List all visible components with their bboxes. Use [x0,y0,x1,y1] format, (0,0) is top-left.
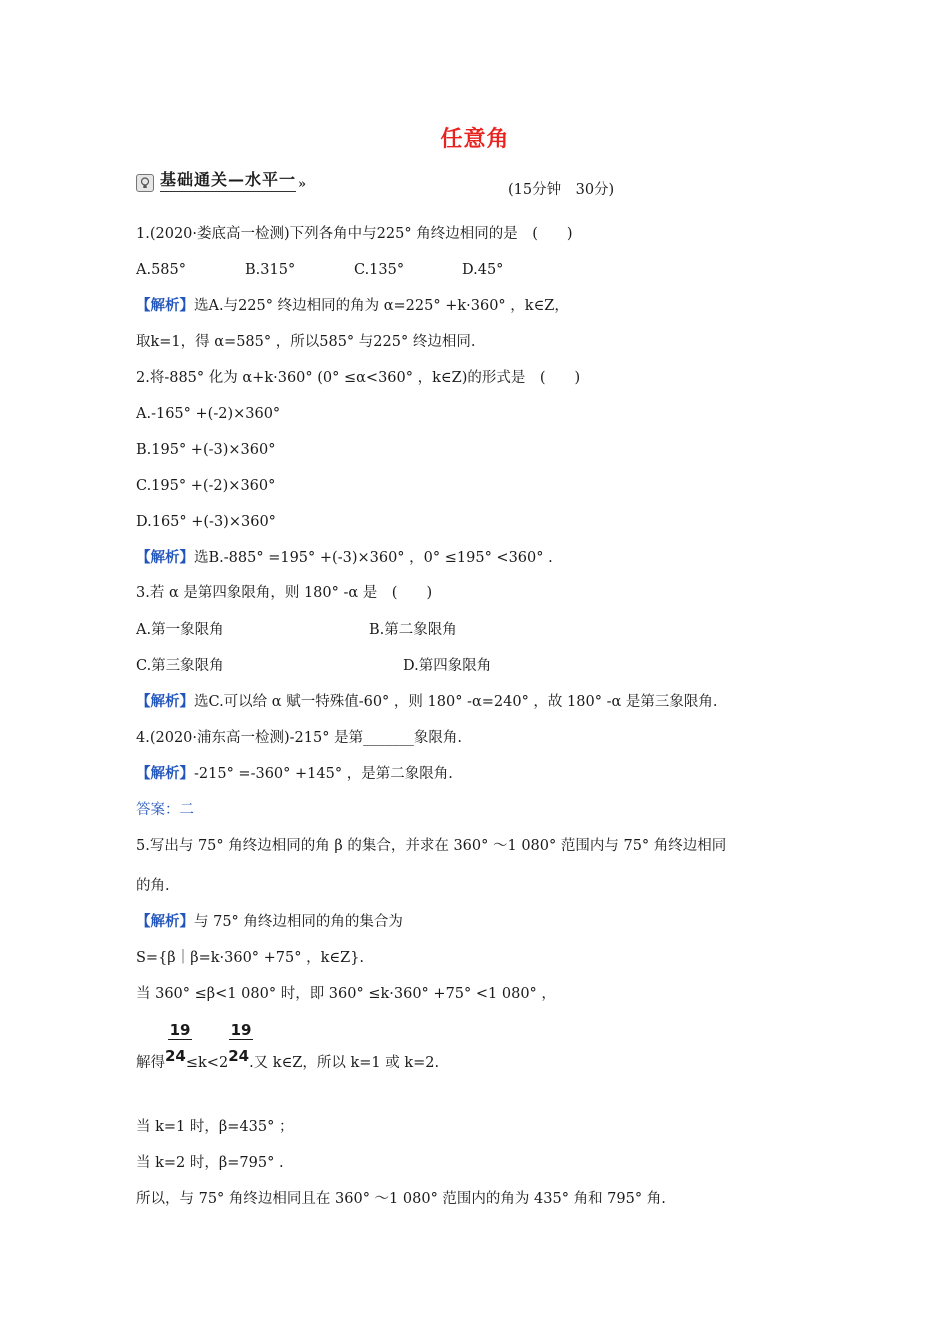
q5-inequality: 当 360° ≤β<1 080° 时，即 360° ≤k·360° +75° <1 080° ， [136,986,556,1002]
q3-option-c: C.第三象限角 [136,658,224,674]
q2-option-b: B.195° +(-3)×360° [136,442,276,458]
q5-stem: 5.写出与 75° 角终边相同的角 β 的集合，并求在 360° ～1 080° 范围内与 75° 角终边相同 [136,838,727,854]
time-info: (15分钟 30分) [508,182,615,198]
analysis-tag: 【解析】 [136,693,194,710]
q4-answer: 答案：二 [136,802,194,818]
q3-explanation: 【解析】选C.可以给 α 赋一特殊值-60° ，则 180° -α=240° ，故 180° -α 是第三象限角. [136,693,718,710]
q1-explanation: 【解析】选A.与225° 终边相同的角为 α=225° +k·360° ，k∈Z， [136,297,569,314]
q1-option-b: B.315° [245,262,296,278]
q2-option-a: A.-165° +(-2)×360° [136,406,281,422]
q1-stem: 1.(2020·娄底高一检测)下列各角中与225° 角终边相同的是 ( ) [136,226,573,242]
q3-stem: 3.若 α 是第四象限角，则 180° -α 是 ( ) [136,585,433,601]
q1-option-a: A.585° [136,262,187,278]
q1-option-c: C.135° [354,262,405,278]
analysis-tag: 【解析】 [136,549,194,566]
fraction-denominator: 24 [228,1047,250,1065]
q3-option-a: A.第一象限角 [136,622,224,638]
q4-explanation: 【解析】-215° =-360° +145° ，是第二象限角. [136,765,453,782]
fraction-denominator: 24 [165,1047,186,1065]
q3-option-d: D.第四象限角 [403,658,492,674]
analysis-tag: 【解析】 [136,913,194,930]
q4-stem: 4.(2020·浦东高一检测)-215° 是第_______象限角. [136,730,462,746]
double-chevron-icon: » [298,177,307,192]
analysis-tag: 【解析】 [136,297,194,314]
q3-option-b: B.第二象限角 [369,622,457,638]
q5-solution: 解得24≤k<224.又 k∈Z，所以 k=1 或 k=2. [136,1047,440,1071]
fraction-numerator: 19 [230,1021,252,1039]
fraction-numerator: 19 [169,1021,191,1039]
analysis-tag: 【解析】 [136,765,194,782]
q5-case-k2: 当 k=2 时，β=795° . [136,1155,284,1171]
q1-explanation-cont: 取k=1，得 α=585° ，所以585° 与225° 终边相同. [136,334,476,350]
q5-stem-cont: 的角. [136,878,170,894]
lightbulb-icon [136,174,154,192]
q5-case-k1: 当 k=1 时，β=435° ； [136,1119,294,1135]
section-label: 基础通关—水平一 [160,167,296,192]
q2-option-d: D.165° +(-3)×360° [136,514,276,530]
q2-option-c: C.195° +(-2)×360° [136,478,276,494]
q5-conclusion: 所以，与 75° 角终边相同且在 360° ～1 080° 范围内的角为 435° 角和 795° 角. [136,1191,666,1207]
q2-stem: 2.将-885° 化为 α+k·360° (0° ≤α<360° ，k∈Z)的形式是 ( ) [136,370,581,386]
page-title: 任意角 [440,127,510,152]
q5-explanation: 【解析】与 75° 角终边相同的角的集合为 [136,913,403,930]
section-banner [136,170,306,192]
q1-option-d: D.45° [462,262,504,278]
q2-explanation: 【解析】选B.-885° =195° +(-3)×360° ，0° ≤195° <360° . [136,549,553,566]
q5-set-expression: S={β｜β=k·360° +75° ，k∈Z}. [136,950,365,966]
